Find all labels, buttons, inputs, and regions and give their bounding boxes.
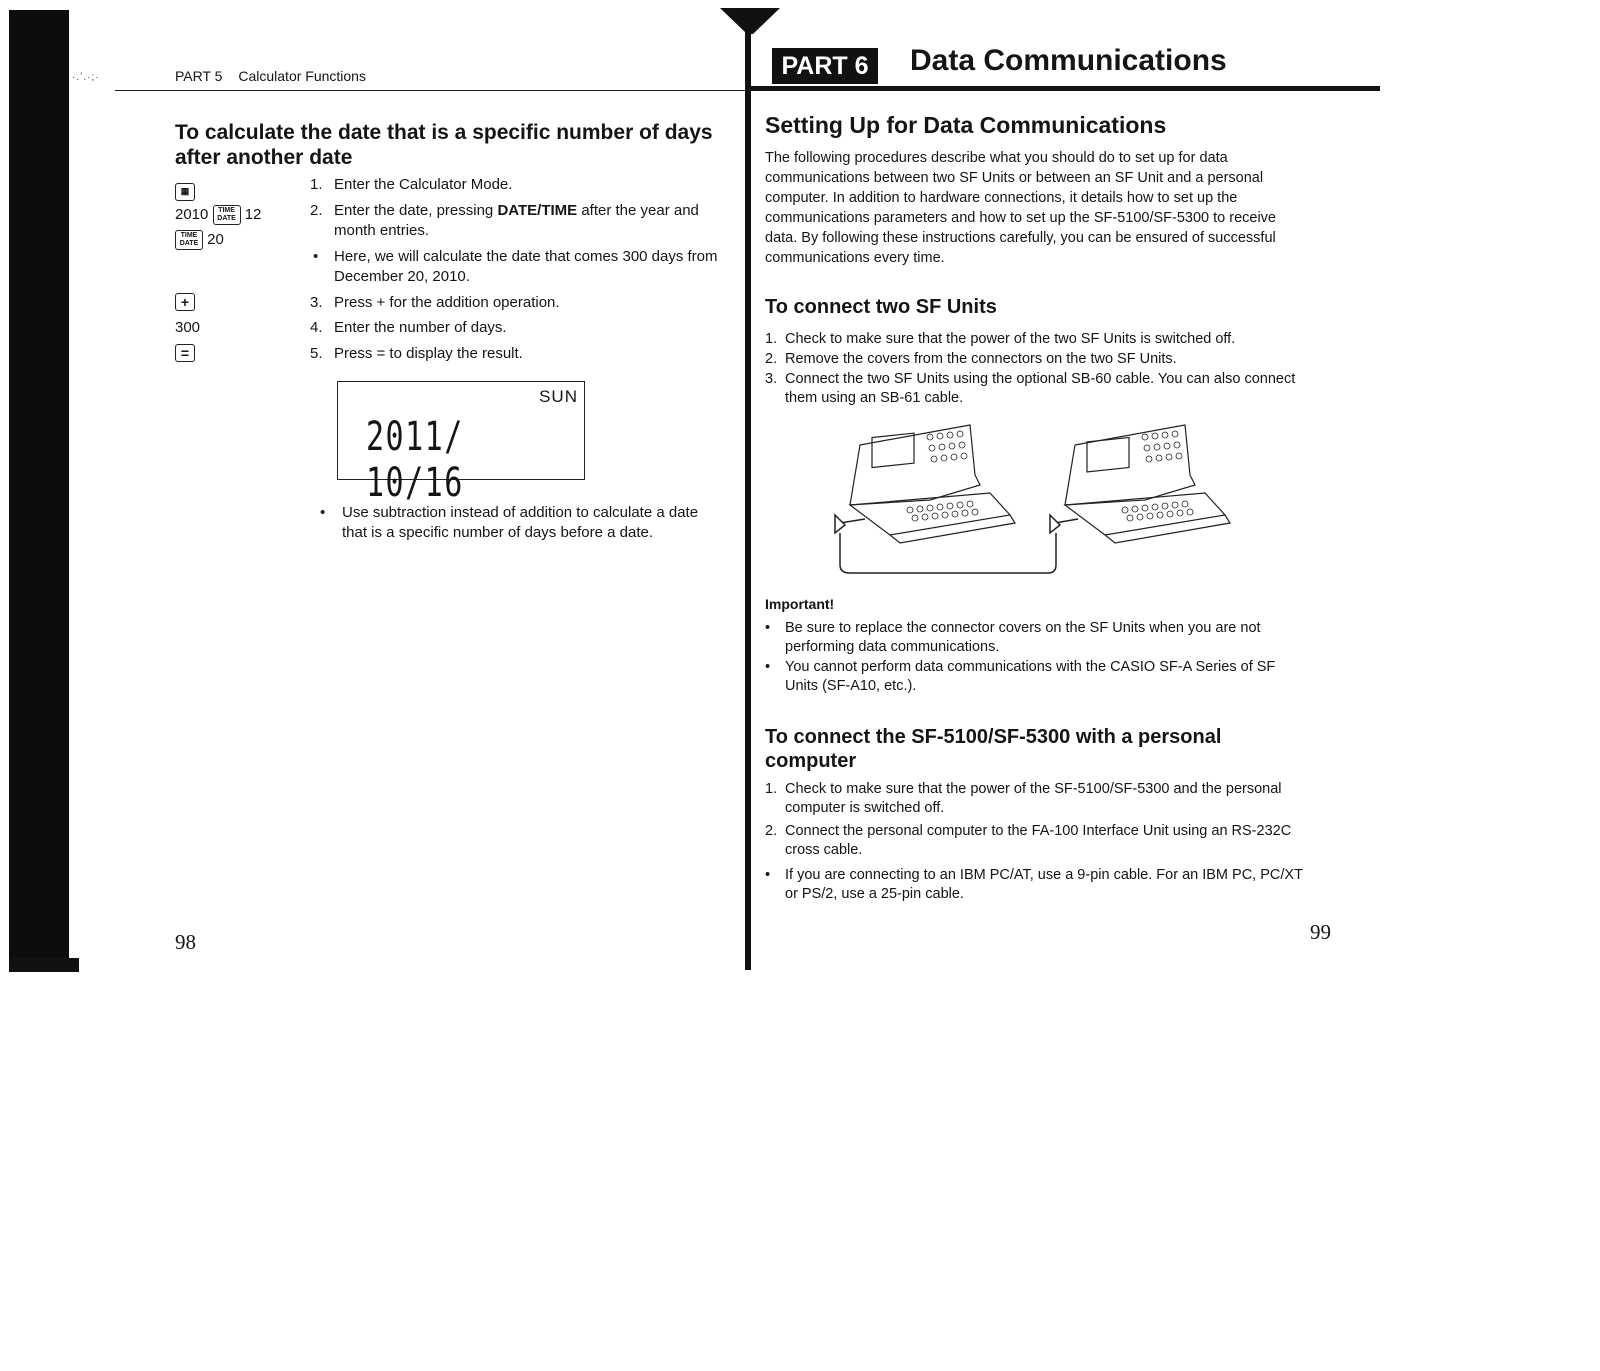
list-text: If you are connecting to an IBM PC/AT, use a 9-pin cable. For an IBM PC, PC/XT or PS/2, use a 25-pin cable. [785, 867, 1303, 902]
step-text-part: Enter the date, pressing [334, 202, 498, 219]
part-title: Data Communications [910, 44, 1227, 77]
list-item [765, 370, 1305, 408]
step-number: 2. [310, 202, 323, 219]
header-rule-left [115, 90, 745, 91]
left-page-title: To calculate the date that is a specific number of days after another date [175, 121, 713, 169]
list-item [765, 780, 1305, 818]
list-text: You cannot perform data communications with the CASIO SF-A Series of SF Units (SF-A10, etc.). [785, 659, 1276, 694]
part-badge: PART 6 [772, 48, 878, 84]
list-item [765, 866, 1305, 904]
step-number: 3. [310, 294, 323, 311]
page-number-right: 99 [1310, 920, 1331, 944]
list-marker: • [765, 620, 771, 636]
time-date-key-icon: TIME DATE [175, 230, 203, 250]
list-text: Connect the two SF Units using the optional SB-60 cable. You can also connect them using an SB-61 cable. [785, 371, 1296, 406]
binding-shadow-left [9, 10, 69, 970]
bullet: • [320, 504, 326, 521]
seq-month: 12 [244, 205, 262, 223]
list-marker: • [765, 659, 771, 675]
important-label: Important! [765, 596, 835, 612]
header-section: Calculator Functions [238, 68, 366, 84]
key-seq-date-day [175, 230, 224, 250]
sf-unit-right [1065, 425, 1230, 543]
seq-day: 20 [207, 230, 224, 248]
list-marker: 1. [765, 331, 778, 347]
section-heading: Setting Up for Data Communications [765, 112, 1167, 138]
step-number: 4. [310, 319, 323, 336]
step-number: 1. [310, 176, 323, 193]
date-time-key-label: DATE/TIME [497, 202, 578, 219]
list-marker: 2. [765, 351, 778, 367]
intro-paragraph: The following procedures describe what you should do to set up for data communications between two SF Units or between an SF Unit and a personal computer. In addition to hardware connections, it details how to set up the communications parameters and how to set up the SF-5100/SF-5300 to receive data. By following these instructions carefully, you can be ensured of successful communications every time. [765, 150, 1276, 266]
list-marker: 3. [765, 371, 778, 387]
list-item [765, 619, 1305, 657]
step-text: Enter the Calculator Mode. [334, 176, 513, 193]
list-marker: 1. [765, 781, 778, 797]
list-item [765, 822, 1305, 860]
step-number: 5. [310, 345, 323, 362]
list-item [765, 658, 1305, 696]
subsection-title: To connect the SF-5100/SF-5300 with a personal computer [765, 726, 1222, 772]
bullet: • [313, 248, 319, 265]
running-header-left [175, 68, 378, 84]
step-text-part: after the year and month entries. [334, 202, 699, 239]
plus-key-icon: + [175, 293, 195, 311]
lcd-day: SUN [539, 387, 578, 406]
step-text: Here, we will calculate the date that comes 300 days from December 20, 2010. [334, 248, 718, 285]
header-rule-right [745, 86, 1380, 91]
plus-key [175, 293, 195, 311]
key-seq-days: 300 [175, 319, 201, 336]
lcd-display [337, 381, 585, 506]
list-text: Check to make sure that the power of the two SF Units is switched off. [785, 331, 1236, 347]
book-gutter [745, 30, 751, 970]
connect-pc-list [765, 780, 1305, 905]
scan-speckle: ·.ʼ.·;· [72, 72, 100, 83]
page-number-left: 98 [175, 930, 196, 954]
list-item [765, 350, 1305, 369]
list-text: Remove the covers from the connectors on the two SF Units. [785, 351, 1177, 367]
step-text: Enter the number of days. [334, 319, 507, 336]
list-text: Connect the personal computer to the FA-100 Interface Unit using an RS-232C cross cable. [785, 823, 1292, 858]
seq-year: 2010 [175, 205, 209, 223]
gutter-top-shadow [720, 8, 780, 34]
calculator-mode-icon: ▦ [175, 183, 195, 201]
calc-mode-key [175, 181, 195, 201]
binding-shadow-bottom [9, 958, 79, 972]
step-text: Press + for the addition operation. [334, 294, 560, 311]
list-marker: • [765, 867, 771, 883]
time-date-key-icon: TIME DATE [213, 205, 241, 225]
step-text [334, 201, 734, 241]
sf-units-connection-illustration [820, 415, 1240, 590]
connect-units-list [765, 330, 1305, 409]
sf-unit-left [850, 425, 1015, 543]
step-text: Press = to display the result. [334, 345, 523, 362]
list-marker: 2. [765, 823, 778, 839]
header-part: PART 5 [175, 68, 223, 84]
list-text: Be sure to replace the connector covers on the SF Units when you are not performing data communications. [785, 620, 1261, 655]
equals-key-icon: = [175, 344, 195, 362]
note-text: Use subtraction instead of addition to calculate a date that is a specific number of days before a date. [342, 504, 699, 541]
note [320, 503, 720, 543]
key-seq-date-year [175, 205, 261, 225]
equals-key [175, 344, 195, 362]
list-item [765, 330, 1305, 349]
list-text: Check to make sure that the power of the SF-5100/SF-5300 and the personal computer is switched off. [785, 781, 1282, 816]
important-list [765, 619, 1305, 697]
subsection-title: To connect two SF Units [765, 296, 997, 318]
lcd-date: 2011/ 10/16 [366, 414, 464, 506]
